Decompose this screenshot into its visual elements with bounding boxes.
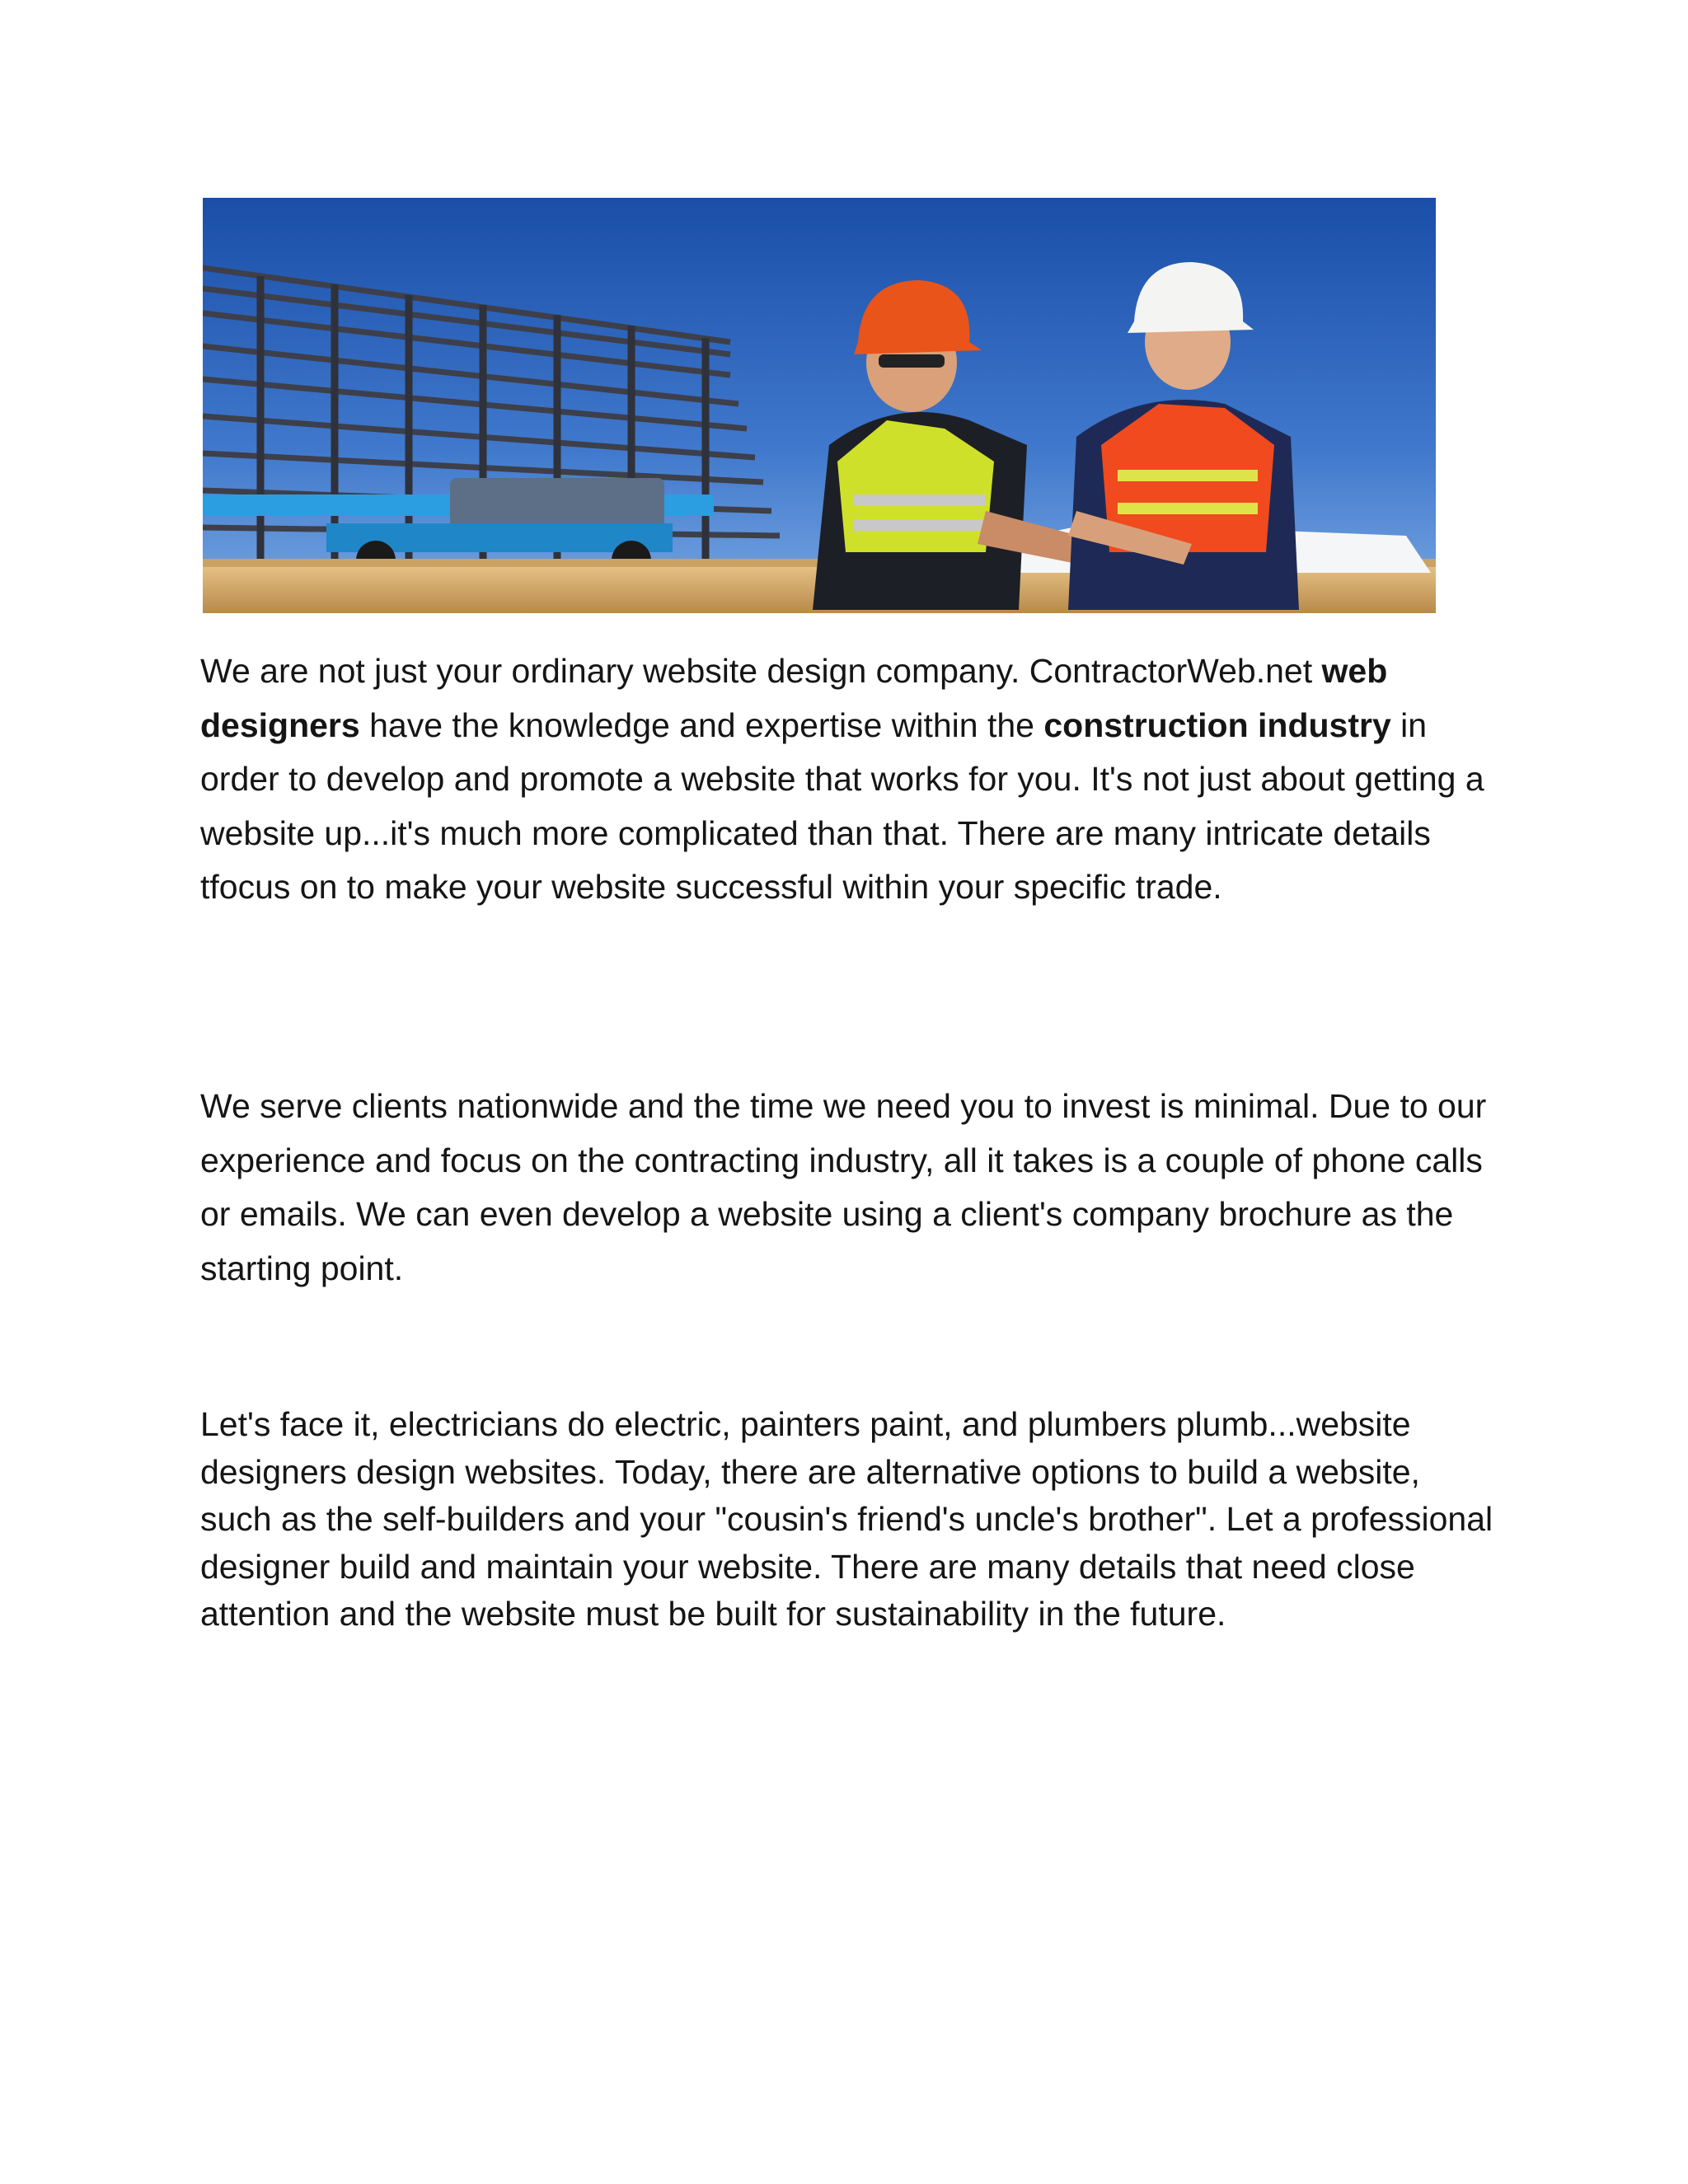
construction-industry-bold: construction industry — [1043, 705, 1391, 744]
web-designers-bold: web designers — [200, 652, 1388, 744]
nationwide-paragraph: We serve clients nationwide and the time we need you to invest is minimal. Due to our experience and focus on the contracting industry, all it takes is a couple of phone calls or emails. We can even develop a website using a client's company brochure as the starting point. — [200, 1087, 1487, 1287]
intro-text-1: We are not just your ordinary website design company. ContractorWeb.net — [200, 652, 1322, 690]
construction-workers-photo — [203, 198, 1436, 613]
photo-illustration — [203, 198, 1436, 613]
intro-text-2: have the knowledge and expertise within the — [359, 705, 1044, 744]
lets-face-it-paragraph: Let's face it, electricians do electric, painters paint, and plumbers plumb...website designers design websites. Today, there are alternative options to build a website, such as the self-builders and your "cousin's friend's uncle's brother". Let a professional designer build and maintain your website. There are many details that need close attention and the website must be built for sustainability in the future. — [200, 1405, 1493, 1633]
intro-paragraph — [200, 644, 1494, 915]
intro-text-3: in order to develop and promote a website that works for you. It's not just about getting a website up...it's much more complicated than that. There are many intricate details tfocus on to make your website successful within your specific trade. — [200, 705, 1484, 906]
